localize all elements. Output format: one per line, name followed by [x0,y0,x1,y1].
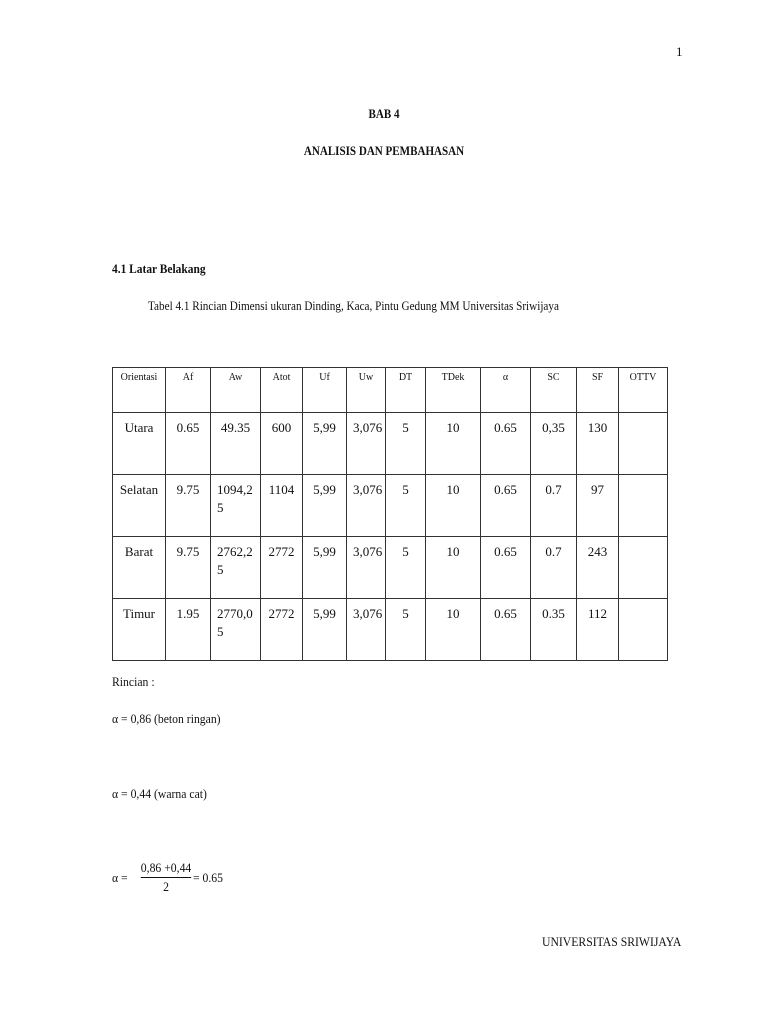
chapter-number: BAB 4 [368,106,400,121]
cell-af: 1.95 [166,599,211,661]
header-af: Af [166,368,211,413]
cell-atot: 2772 [261,537,303,599]
header-uf: Uf [303,368,347,413]
cell-sc: 0,35 [531,413,577,475]
header-orientasi: Orientasi [113,368,166,413]
header-tdek: TDek [426,368,481,413]
table-row [113,413,668,475]
cell-sc: 0.35 [531,599,577,661]
table-row [113,475,668,537]
cell-sc: 0.7 [531,475,577,537]
table-header-row [113,368,668,413]
cell-dt: 5 [386,599,426,661]
header-ottv: OTTV [619,368,668,413]
formula-label: α = [112,870,128,885]
cell-tdek: 10 [426,475,481,537]
section-heading: 4.1 Latar Belakang [112,261,206,276]
alpha-cat-line: α = 0,44 (warna cat) [112,786,207,801]
cell-orientasi: Selatan [113,475,166,537]
cell-orientasi: Barat [113,537,166,599]
header-sf: SF [577,368,619,413]
cell-ottv [619,537,668,599]
table-row [113,599,668,661]
cell-alpha: 0.65 [481,537,531,599]
chapter-title: ANALISIS DAN PEMBAHASAN [303,143,465,158]
header-dt: DT [386,368,426,413]
formula-fraction [141,860,191,895]
cell-atot: 1104 [261,475,303,537]
cell-alpha: 0.65 [481,599,531,661]
page-number: 1 [676,44,683,59]
header-aw: Aw [211,368,261,413]
cell-uw: 3,076 [347,537,386,599]
header-sc: SC [531,368,577,413]
cell-dt: 5 [386,475,426,537]
footer-university: UNIVERSITAS SRIWIJAYA [542,934,682,949]
header-alpha: α [481,368,531,413]
cell-uw: 3,076 [347,413,386,475]
table-row [113,537,668,599]
header-atot: Atot [261,368,303,413]
cell-sf: 243 [577,537,619,599]
header-uw: Uw [347,368,386,413]
cell-aw: 1094,25 [211,475,261,537]
cell-aw: 49.35 [211,413,261,475]
cell-alpha: 0.65 [481,413,531,475]
cell-uf: 5,99 [303,475,347,537]
cell-ottv [619,475,668,537]
table-caption: Tabel 4.1 Rincian Dimensi ukuran Dinding, Kaca, Pintu Gedung MM Universitas Sriwijaya [148,298,559,313]
dimension-table [112,367,668,661]
cell-ottv [619,599,668,661]
cell-orientasi: Utara [113,413,166,475]
formula-denominator: 2 [163,879,169,894]
cell-uf: 5,99 [303,537,347,599]
cell-af: 9.75 [166,537,211,599]
cell-sf: 112 [577,599,619,661]
cell-uw: 3,076 [347,599,386,661]
cell-tdek: 10 [426,413,481,475]
cell-uf: 5,99 [303,413,347,475]
cell-tdek: 10 [426,537,481,599]
cell-alpha: 0.65 [481,475,531,537]
cell-sf: 130 [577,413,619,475]
cell-uw: 3,076 [347,475,386,537]
cell-aw: 2762,25 [211,537,261,599]
cell-tdek: 10 [426,599,481,661]
cell-atot: 600 [261,413,303,475]
cell-dt: 5 [386,413,426,475]
cell-uf: 5,99 [303,599,347,661]
cell-atot: 2772 [261,599,303,661]
cell-af: 0.65 [166,413,211,475]
cell-ottv [619,413,668,475]
alpha-beton-line: α = 0,86 (beton ringan) [112,711,221,726]
cell-sf: 97 [577,475,619,537]
cell-aw: 2770,05 [211,599,261,661]
cell-orientasi: Timur [113,599,166,661]
formula-result: = 0.65 [193,870,224,885]
rincian-label: Rincian : [112,674,155,689]
cell-sc: 0.7 [531,537,577,599]
cell-dt: 5 [386,537,426,599]
cell-af: 9.75 [166,475,211,537]
formula-numerator: 0,86 +0,44 [141,860,191,878]
